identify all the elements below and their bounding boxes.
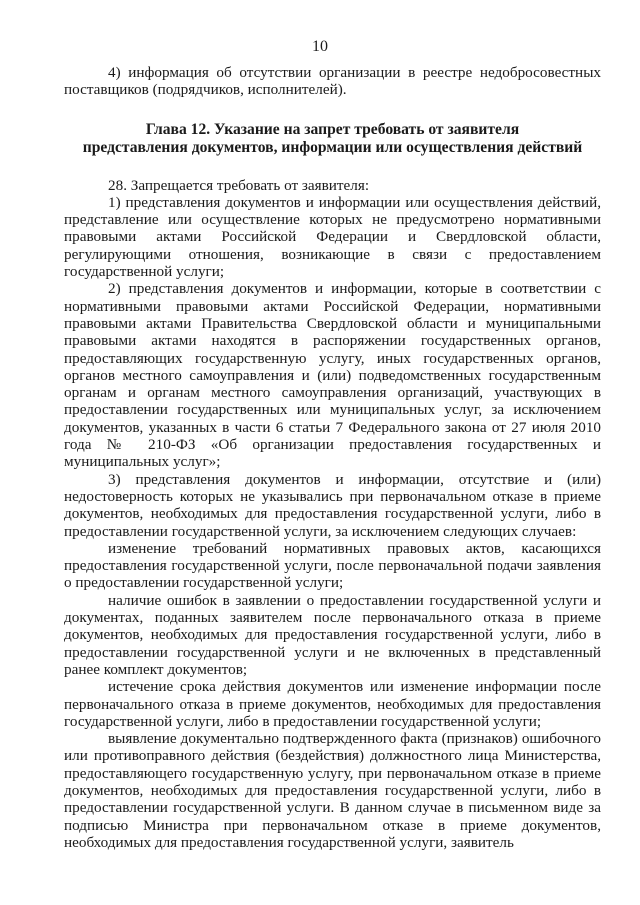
- paragraph-item-1: 1) представления документов и информации или осуществления действий, представление или осуществление которых не предусмотрено нормативными правовыми актами Российской Федерации и Свердловской области, регулирующими отношения, возникающие в связи с предоставлением государственной услуги;: [64, 193, 601, 281]
- chapter-heading: [64, 121, 601, 157]
- paragraph-case-requirements-change: изменение требований нормативных правовых актов, касающихся предоставления государственной услуги, после первоначальной подачи заявления о предоставлении государственной услуги;: [64, 539, 601, 592]
- intro-paragraph: 4) информация об отсутствии организации в реестре недобросовестных поставщиков (подрядчиков, исполнителей).: [64, 64, 601, 99]
- paragraph-28: 28. Запрещается требовать от заявителя:: [108, 176, 370, 194]
- paragraph-item-3: 3) представления документов и информации, отсутствие и (или) недостоверность которых не указывались при первоначальном отказе в приеме документов, необходимых для предоставления государственной услуги, либо в предоставлении государственной услуги, за исключением следующих случаев:: [64, 470, 601, 540]
- paragraph-case-misconduct: выявление документально подтвержденного факта (признаков) ошибочного или противоправного действия (бездействия) должностного лица Министерства, предоставляющего государственную услугу, при первоначальном отказе в приеме документов, необходимых для предоставления государственной услуги, либо в предоставлении государственной услуги. В данном случае в письменном виде за подписью Министра при первоначальном отказе в приеме документов, необходимых для предоставления государственной услуги, заявитель: [64, 730, 601, 851]
- paragraph-case-errors: наличие ошибок в заявлении о предоставлении государственной услуги и документах, поданных заявителем после первоначального отказа в приеме документов, необходимых для предоставления государственной услуги, либо в предоставлении государственной услуги и не включенных в представленный ранее комплект документов;: [64, 591, 601, 678]
- paragraph-item-2: 2) представления документов и информации, которые в соответствии с нормативными правовыми актами Российской Федерации, нормативными правовыми актами Правительства Свердловской области и муниципальными правовыми актами находятся в распоряжении государственных органов, предоставляющих государственную услугу, иных государственных органов, органов местного самоуправления и (или) подведомственных государственным органам и органам местного самоуправления организаций, участвующих в предоставлении государственных или муниципальных услуг, за исключением документов, указанных в части 6 статьи 7 Федерального закона от 27 июля 2010 года № 210-ФЗ «Об организации предоставления государственных и муниципальных услуг»;: [64, 280, 601, 471]
- chapter-title-line-2: представления документов, информации или осуществления действий: [82, 138, 583, 156]
- chapter-title-line-1: Глава 12. Указание на запрет требовать от заявителя: [145, 120, 520, 138]
- page-number: 10: [312, 38, 328, 55]
- paragraph-case-expiry: истечение срока действия документов или изменение информации после первоначального отказа в приеме документов, необходимых для предоставления государственной услуги, либо в предоставлении государственной услуги;: [64, 678, 601, 730]
- document-body: [64, 64, 601, 851]
